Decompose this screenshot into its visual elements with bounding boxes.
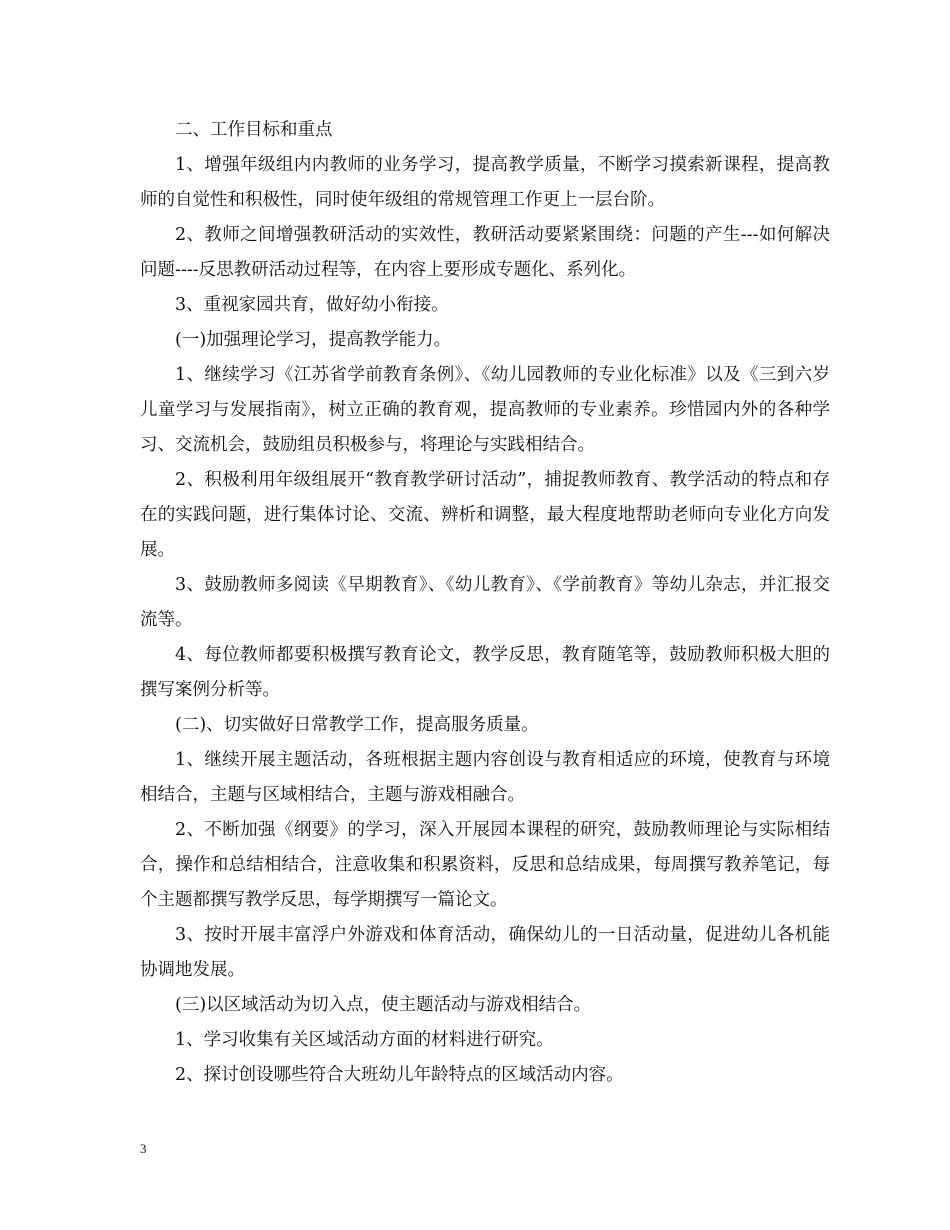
paragraph: 2、教师之间增强教研活动的实效性，教研活动要紧紧围绕：问题的产生---如何解决问题----反思教研活动过程等，在内容上要形成专题化、系列化。 — [140, 225, 830, 280]
section-heading-goals: 二、工作目标和重点 — [175, 120, 333, 140]
paragraph: 1、学习收集有关区域活动方面的材料进行研究。 — [175, 1030, 554, 1050]
paragraph: 1、增强年级组内内教师的业务学习，提高教学质量，不断学习摸索新课程，提高教师的自觉性和积极性，同时使年级组的常规管理工作更上一层台阶。 — [140, 155, 830, 210]
paragraph: 1、继续学习《江苏省学前教育条例》、《幼儿园教师的专业化标准》以及《三到六岁儿童学习与发展指南》，树立正确的教育观，提高教师的专业素养。珍惜园内外的各种学习、交流机会，鼓励组员积极参与，将理论与实践相结合。 — [140, 365, 830, 455]
subsection-heading-2: (二)、切实做好日常教学工作，提高服务质量。 — [175, 715, 539, 735]
paragraph: 2、不断加强《纲要》的学习，深入开展园本课程的研究，鼓励教师理论与实际相结合，操作和总结相结合，注意收集和积累资料，反思和总结成果，每周撰写教养笔记，每个主题都撰写教学反思，每学期撰写一篇论文。 — [140, 820, 830, 910]
document-body — [140, 113, 830, 1093]
paragraph: 3、重视家园共育，做好幼小衔接。 — [175, 295, 449, 315]
paragraph: 4、每位教师都要积极撰写教育论文，教学反思，教育随笔等，鼓励教师积极大胆的撰写案例分析等。 — [140, 645, 830, 700]
paragraph: 3、鼓励教师多阅读《早期教育》、《幼儿教育》、《学前教育》等幼儿杂志，并汇报交流等。 — [140, 575, 830, 630]
page-number: 3 — [140, 1141, 147, 1156]
paragraph: 1、继续开展主题活动，各班根据主题内容创设与教育相适应的环境，使教育与环境相结合，主题与区域相结合，主题与游戏相融合。 — [140, 750, 830, 805]
paragraph: 3、按时开展丰富浮户外游戏和体育活动，确保幼儿的一日活动量，促进幼儿各机能协调地发展。 — [140, 925, 830, 980]
paragraph: 2、积极利用年级组展开“教育教学研讨活动”，捕捉教师教育、教学活动的特点和存在的实践问题，进行集体讨论、交流、辨析和调整，最大程度地帮助老师向专业化方向发展。 — [140, 470, 830, 560]
paragraph: 2、探讨创设哪些符合大班幼儿年龄特点的区域活动内容。 — [175, 1065, 624, 1085]
subsection-heading-3: (三)以区域活动为切入点，使主题活动与游戏相结合。 — [175, 995, 592, 1015]
subsection-heading-1: (一)加强理论学习，提高教学能力。 — [175, 330, 452, 350]
